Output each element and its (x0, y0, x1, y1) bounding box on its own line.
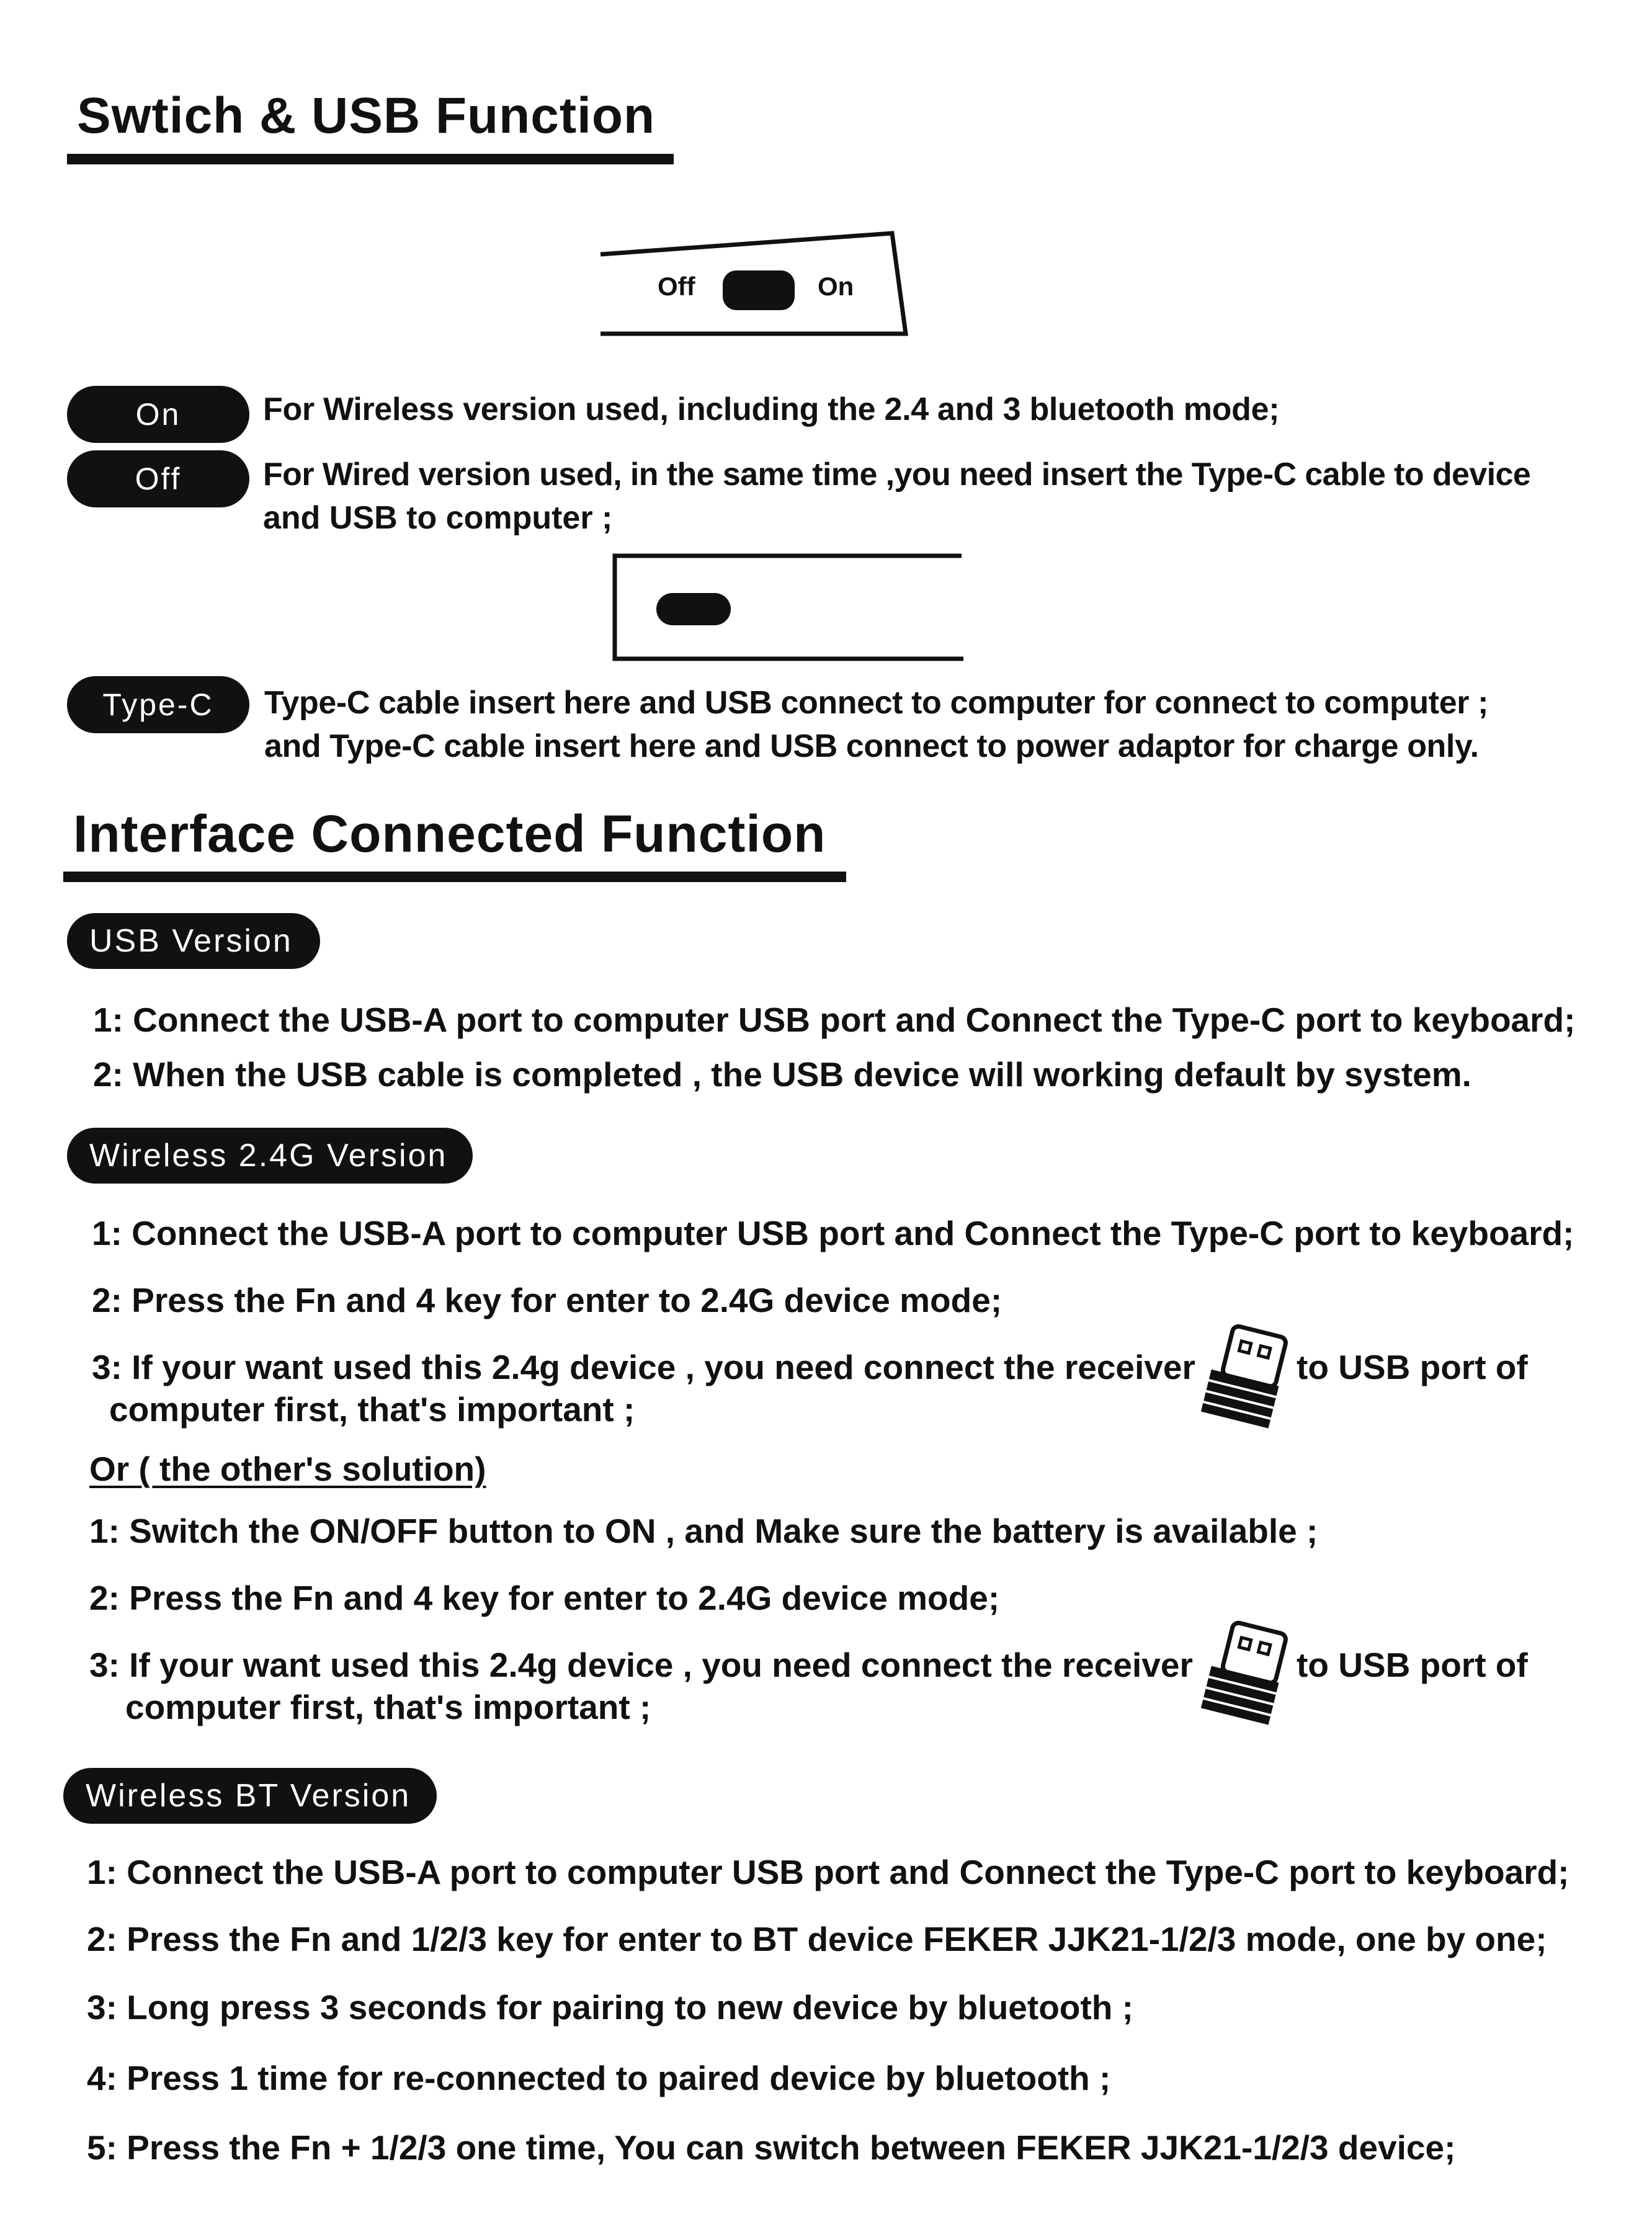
switch-on-label: On (818, 272, 854, 301)
alt-solution-heading: Or ( the other's solution) (89, 1450, 486, 1488)
badge-wireless-bt: Wireless BT Version (63, 1768, 437, 1824)
switch-off-label: Off (658, 272, 695, 301)
type-c-port-diagram (611, 552, 965, 664)
bt-step-1: 1: Connect the USB-A port to computer USB port and Connect the Type-C port to keyboard; (87, 1853, 1569, 1891)
24g-step-1: 1: Connect the USB-A port to computer USB port and Connect the Type-C port to keyboard; (92, 1214, 1574, 1252)
badge-usb-version: USB Version (67, 913, 320, 969)
off-description-line-1: For Wired version used, in the same time ,you need insert the Type-C cable to device (263, 457, 1531, 493)
off-description-line-2: and USB to computer ; (263, 500, 613, 536)
24g-alt-step-3-suffix: to USB port of (1297, 1646, 1528, 1684)
switch-knob (723, 270, 795, 310)
24g-alt-step-1: 1: Switch the ON/OFF button to ON , and Make sure the battery is available ; (89, 1512, 1318, 1550)
section-title-switch-usb: Swtich & USB Function (77, 87, 656, 144)
bt-step-2: 2: Press the Fn and 1/2/3 key for enter to BT device FEKER JJK21-1/2/3 mode, one by one; (87, 1920, 1547, 1958)
24g-alt-step-3-line-2: computer first, that's important ; (125, 1688, 651, 1726)
usb-receiver-icon (1196, 1316, 1289, 1434)
badge-on: On (67, 386, 249, 443)
section-title-underline (67, 154, 674, 164)
badge-wireless-24g: Wireless 2.4G Version (67, 1128, 473, 1184)
badge-type-c: Type-C (67, 676, 249, 733)
section-title-underline (63, 872, 846, 882)
24g-step-2: 2: Press the Fn and 4 key for enter to 2.4G device mode; (92, 1281, 1002, 1319)
switch-diagram (596, 228, 912, 340)
bt-step-5: 5: Press the Fn + 1/2/3 one time, You can switch between FEKER JJK21-1/2/3 device; (87, 2128, 1456, 2167)
type-c-description-line-2: and Type-C cable insert here and USB connect to power adaptor for charge only. (264, 728, 1479, 764)
24g-alt-step-3-line-1: 3: If your want used this 2.4g device , you need connect the receiver (89, 1646, 1193, 1684)
24g-step-3-line-2: computer first, that's important ; (109, 1390, 635, 1429)
usb-receiver-icon (1196, 1613, 1289, 1731)
type-c-description-line-1: Type-C cable insert here and USB connect to computer for connect to computer ; (264, 685, 1489, 721)
type-c-port-slot (656, 593, 731, 625)
24g-step-3-suffix: to USB port of (1297, 1348, 1528, 1386)
section-title-interface: Interface Connected Function (73, 805, 826, 863)
usb-step-2: 2: When the USB cable is completed , the USB device will working default by system. (93, 1055, 1471, 1094)
24g-step-3-line-1: 3: If your want used this 2.4g device , you need connect the receiver (92, 1348, 1195, 1386)
on-description: For Wireless version used, including the 2.4 and 3 bluetooth mode; (263, 391, 1280, 427)
bt-step-3: 3: Long press 3 seconds for pairing to new device by bluetooth ; (87, 1988, 1133, 2027)
bt-step-4: 4: Press 1 time for re-connected to paired device by bluetooth ; (87, 2059, 1111, 2097)
usb-step-1: 1: Connect the USB-A port to computer USB port and Connect the Type-C port to keyboard; (93, 1001, 1576, 1039)
badge-off: Off (67, 450, 249, 507)
24g-alt-step-2: 2: Press the Fn and 4 key for enter to 2.4G device mode; (89, 1579, 1000, 1617)
